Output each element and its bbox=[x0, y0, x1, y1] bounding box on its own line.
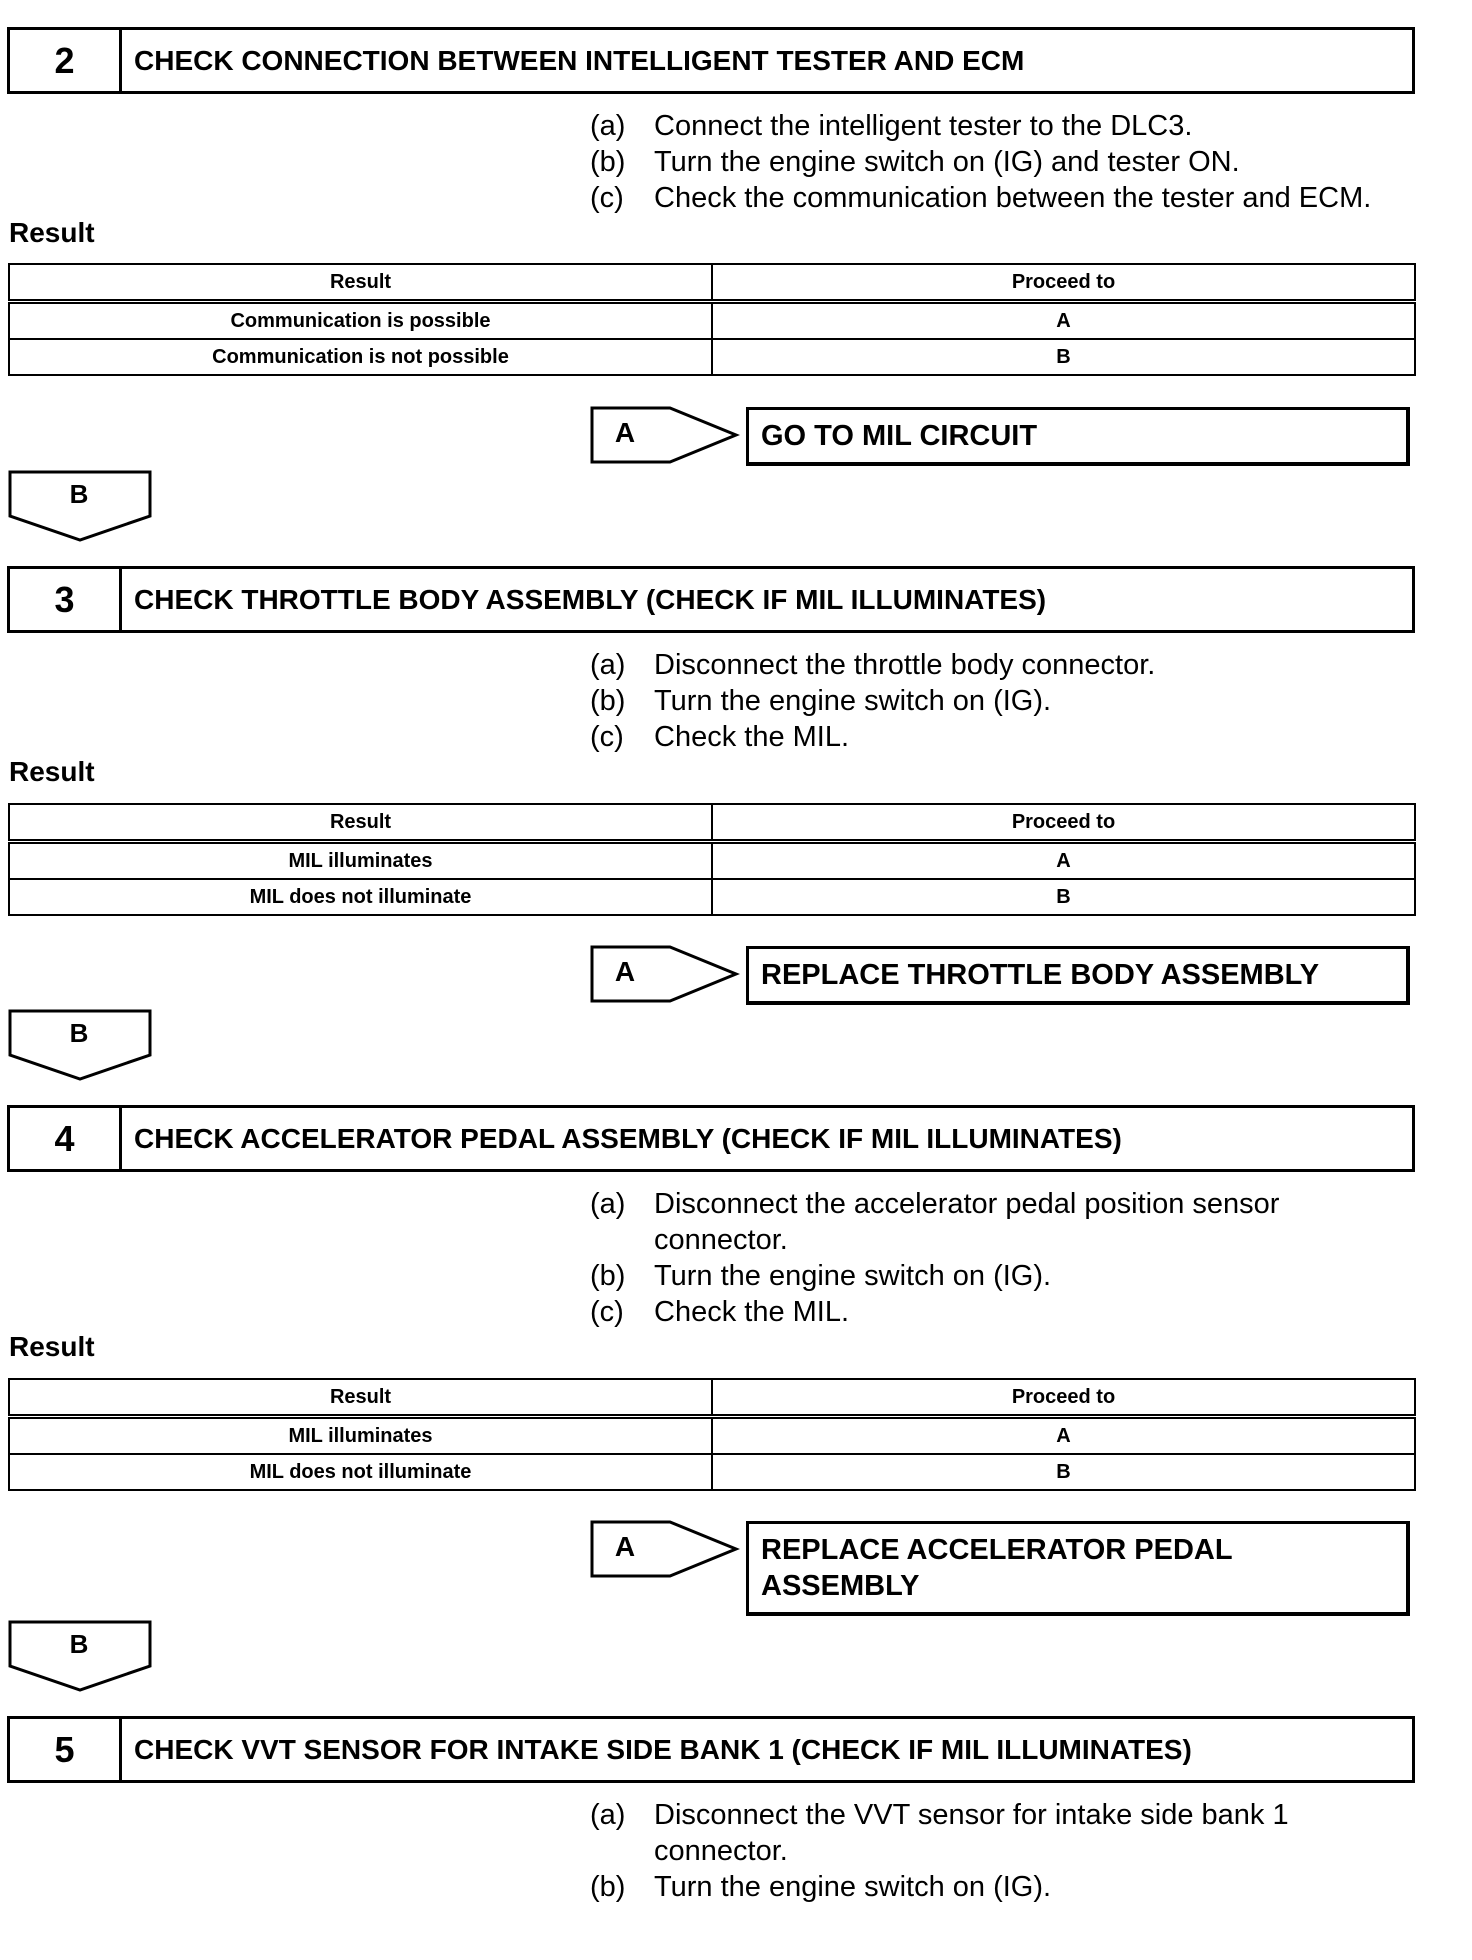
arrow-a-label: A bbox=[614, 1531, 636, 1562]
step-number: 4 bbox=[10, 1108, 122, 1169]
proceed-cell: B bbox=[712, 1454, 1415, 1490]
instruction-item bbox=[590, 1186, 1420, 1258]
header-result: Result bbox=[9, 264, 712, 302]
arrow-b-icon bbox=[8, 470, 152, 542]
step-title: CHECK THROTTLE BODY ASSEMBLY (CHECK IF MIL ILLUMINATES) bbox=[134, 583, 1047, 615]
step-number: 5 bbox=[10, 1719, 122, 1780]
step-5-instructions bbox=[590, 1797, 1420, 1905]
instruction-item bbox=[590, 144, 1420, 180]
instruction-text: Disconnect the throttle body connector. bbox=[654, 649, 1156, 681]
instruction-text: Check the MIL. bbox=[654, 1296, 850, 1328]
instruction-item bbox=[590, 647, 1420, 683]
step-4-header bbox=[7, 1105, 1415, 1172]
proceed-cell: A bbox=[712, 842, 1415, 880]
step-2-result-table bbox=[8, 263, 1416, 376]
instruction-letter: (a) bbox=[590, 1799, 626, 1831]
instruction-text: Check the communication between the tester and ECM. bbox=[654, 182, 1372, 214]
instruction-letter: (a) bbox=[590, 110, 626, 142]
arrow-b-label: B bbox=[69, 479, 89, 509]
instruction-text: Connect the intelligent tester to the DLC3. bbox=[654, 110, 1193, 142]
step-title: CHECK ACCELERATOR PEDAL ASSEMBLY (CHECK IF MIL ILLUMINATES) bbox=[134, 1122, 1122, 1154]
instruction-text: Turn the engine switch on (IG) and tester ON. bbox=[654, 146, 1240, 178]
instruction-item bbox=[590, 180, 1420, 216]
result-label: Result bbox=[9, 1331, 95, 1362]
instruction-letter: (b) bbox=[590, 1871, 626, 1903]
instruction-letter: (b) bbox=[590, 685, 626, 717]
step-2-instructions bbox=[590, 108, 1420, 216]
instruction-text: Turn the engine switch on (IG). bbox=[654, 1260, 1052, 1292]
instruction-text: Turn the engine switch on (IG). bbox=[654, 1871, 1052, 1903]
instruction-letter: (a) bbox=[590, 649, 626, 681]
instruction-text: Turn the engine switch on (IG). bbox=[654, 685, 1052, 717]
arrow-b-icon bbox=[8, 1620, 152, 1692]
step-2-header bbox=[7, 27, 1415, 94]
table-row bbox=[9, 1454, 1415, 1490]
step-title: CHECK VVT SENSOR FOR INTAKE SIDE BANK 1 (CHECK IF MIL ILLUMINATES) bbox=[134, 1733, 1192, 1765]
proceed-cell: B bbox=[712, 879, 1415, 915]
step-5-header bbox=[7, 1716, 1415, 1783]
instruction-text: Disconnect the VVT sensor for intake side bank 1 connector. bbox=[654, 1799, 1289, 1867]
arrow-b-label: B bbox=[69, 1629, 89, 1659]
step-4-action-box: REPLACE ACCELERATOR PEDAL ASSEMBLY bbox=[746, 1521, 1410, 1616]
instruction-letter: (b) bbox=[590, 1260, 626, 1292]
instruction-item bbox=[590, 683, 1420, 719]
arrow-b-label: B bbox=[69, 1018, 89, 1048]
table-row bbox=[9, 339, 1415, 375]
result-cell: MIL does not illuminate bbox=[9, 1454, 712, 1490]
table-header-row bbox=[9, 1379, 1415, 1417]
step-number: 2 bbox=[10, 30, 122, 91]
result-cell: Communication is possible bbox=[9, 302, 712, 340]
step-title: CHECK CONNECTION BETWEEN INTELLIGENT TESTER AND ECM bbox=[134, 44, 1025, 76]
arrow-b-icon bbox=[8, 1009, 152, 1081]
instruction-letter: (b) bbox=[590, 146, 626, 178]
table-row bbox=[9, 302, 1415, 340]
arrow-a-label: A bbox=[614, 417, 636, 448]
instruction-item bbox=[590, 1294, 1420, 1330]
result-label: Result bbox=[9, 756, 95, 787]
header-result: Result bbox=[9, 1379, 712, 1417]
table-row bbox=[9, 842, 1415, 880]
result-cell: Communication is not possible bbox=[9, 339, 712, 375]
step-2-action-box: GO TO MIL CIRCUIT bbox=[746, 407, 1410, 466]
proceed-cell: B bbox=[712, 339, 1415, 375]
step-3-instructions bbox=[590, 647, 1420, 755]
header-result: Result bbox=[9, 804, 712, 842]
result-cell: MIL illuminates bbox=[9, 842, 712, 880]
instruction-item bbox=[590, 1258, 1420, 1294]
instruction-letter: (a) bbox=[590, 1188, 626, 1220]
instruction-text: Check the MIL. bbox=[654, 721, 850, 753]
instruction-text: Disconnect the accelerator pedal position sensor connector. bbox=[654, 1188, 1280, 1256]
table-row bbox=[9, 1417, 1415, 1455]
arrow-a-label: A bbox=[614, 956, 636, 987]
instruction-letter: (c) bbox=[590, 721, 624, 753]
step-3-result-table bbox=[8, 803, 1416, 916]
step-4-instructions bbox=[590, 1186, 1420, 1330]
step-number: 3 bbox=[10, 569, 122, 630]
step-3-action-box: REPLACE THROTTLE BODY ASSEMBLY bbox=[746, 946, 1410, 1005]
instruction-letter: (c) bbox=[590, 182, 624, 214]
step-3-header bbox=[7, 566, 1415, 633]
proceed-cell: A bbox=[712, 302, 1415, 340]
instruction-item bbox=[590, 719, 1420, 755]
header-proceed: Proceed to bbox=[712, 1379, 1415, 1417]
arrow-a-icon bbox=[590, 1520, 740, 1578]
arrow-a-icon bbox=[590, 945, 740, 1003]
instruction-item bbox=[590, 1869, 1420, 1905]
header-proceed: Proceed to bbox=[712, 264, 1415, 302]
arrow-a-icon bbox=[590, 406, 740, 464]
table-header-row bbox=[9, 264, 1415, 302]
step-4-result-table bbox=[8, 1378, 1416, 1491]
proceed-cell: A bbox=[712, 1417, 1415, 1455]
header-proceed: Proceed to bbox=[712, 804, 1415, 842]
table-header-row bbox=[9, 804, 1415, 842]
instruction-letter: (c) bbox=[590, 1296, 624, 1328]
result-cell: MIL illuminates bbox=[9, 1417, 712, 1455]
table-row bbox=[9, 879, 1415, 915]
result-label: Result bbox=[9, 217, 95, 248]
result-cell: MIL does not illuminate bbox=[9, 879, 712, 915]
instruction-item bbox=[590, 108, 1420, 144]
instruction-item bbox=[590, 1797, 1420, 1869]
